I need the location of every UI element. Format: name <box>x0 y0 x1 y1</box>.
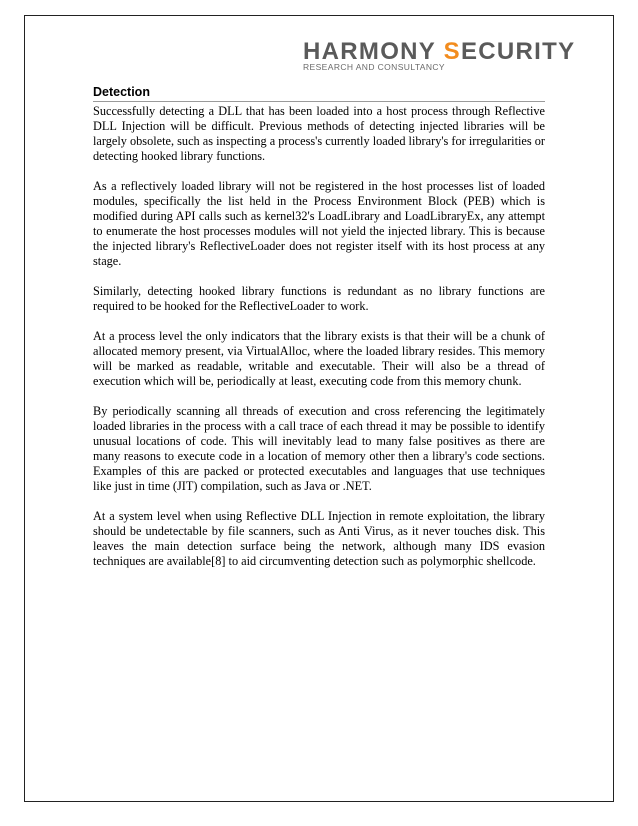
paragraph: Successfully detecting a DLL that has been loaded into a host process through Reflective DLL Injection will be difficult. Previous methods of detecting injected libraries will be largely obsolete, such as inspecting a process's currently loaded library's for irregularities or detecting hooked library functions. <box>93 104 545 163</box>
section-heading: Detection <box>93 85 545 102</box>
paragraph: As a reflectively loaded library will not be registered in the host processes list of loaded modules, specifically the list held in the Process Environment Block (PEB) which is modified during API calls such as kernel32's LoadLibrary and LoadLibraryEx, any attempt to enumerate the host processes modules will not yield the injected library. This is because the injected library's ReflectiveLoader does not register itself with its host process at any stage. <box>93 179 545 268</box>
paragraph: At a process level the only indicators that the library exists is that their will be a chunk of allocated memory present, via VirtualAlloc, where the loaded library resides. This memory will be marked as readable, writable and executable. Their will also be a thread of execution which will be, periodically at least, executing code from this memory chunk. <box>93 329 545 388</box>
logo-text-accent: S <box>443 38 461 65</box>
paragraph: Similarly, detecting hooked library functions is redundant as no library functions are required to be hooked for the ReflectiveLoader to work. <box>93 284 545 313</box>
paragraph: At a system level when using Reflective DLL Injection in remote exploitation, the library should be undetectable by file scanners, such as Anti Virus, as it never touches disk. This leaves the main detection surface being the network, although many IDS evasion techniques are available[8] to aid circumventing detection such as polymorphic shellcode. <box>93 509 545 568</box>
section-body <box>93 104 545 584</box>
logo-text-part2: ECURITY <box>460 38 576 65</box>
logo-text-part1: HARMONY <box>303 38 444 65</box>
paragraph: By periodically scanning all threads of execution and cross referencing the legitimately loaded libraries in the process with a call trace of each thread it may be possible to identify unusual locations of code. This will inevitably lead to many false positives as there are many reasons to execute code in a location of memory other then a library's code sections. Examples of this are packed or protected executables and languages that use techniques like just in time (JIT) compilation, such as Java or .NET. <box>93 404 545 493</box>
logo-wordmark <box>303 40 575 64</box>
harmony-security-logo <box>303 40 575 72</box>
logo-tagline: RESEARCH AND CONSULTANCY <box>303 62 446 72</box>
